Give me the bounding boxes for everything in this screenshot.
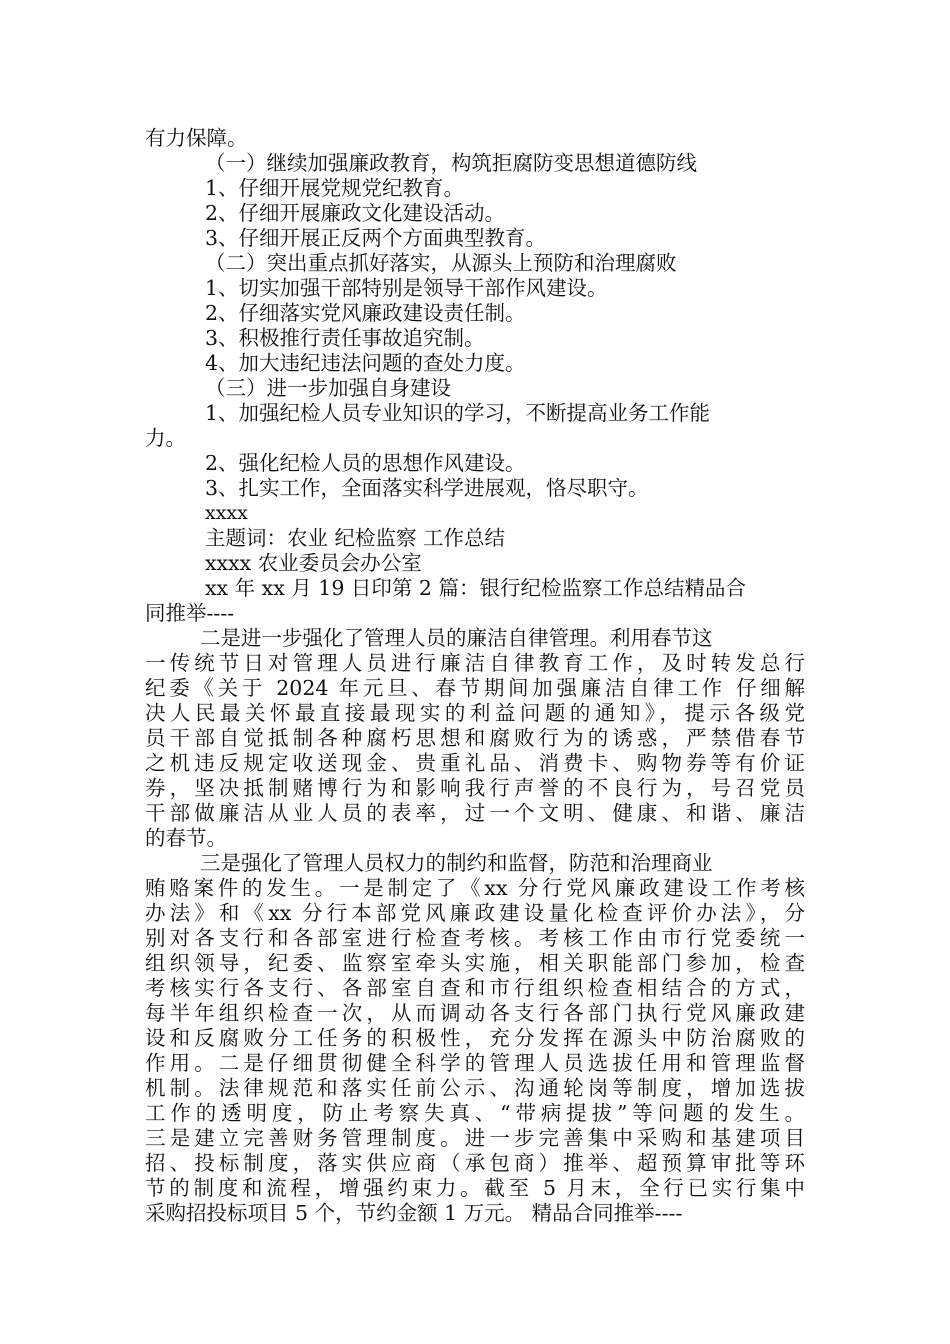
list-item: 2、仔细开展廉政文化建设活动。: [205, 201, 506, 225]
print-line: xx 年 xx 月 19 日印第 2 篇：银行纪检监察工作总结精品合: [205, 576, 746, 600]
list-item: 1、加强纪检人员专业知识的学习，不断提高业务工作能: [205, 401, 711, 425]
paragraph-line: 别对各支行和各部室进行检查考核。考核工作由市行党委统一: [145, 926, 805, 950]
keywords-line: 主题词：农业 纪检监察 工作总结: [205, 526, 506, 550]
paragraph-line: 纪委《关于 2024 年元旦、春节期间加强廉洁自律工作 仔细解: [145, 676, 805, 700]
list-item: 4、加大违纪违法问题的查处力度。: [205, 351, 526, 375]
list-item: 3、积极推行责任事故追究制。: [205, 326, 485, 350]
paragraph-line: 员干部自觉抵制各种腐朽思想和腐败行为的诱惑，严禁借春节: [145, 726, 805, 750]
print-line-continuation: 同推举----: [145, 601, 235, 625]
list-item: 2、强化纪检人员的思想作风建设。: [205, 451, 526, 475]
intro-line: 有力保障。: [145, 126, 248, 150]
list-item: 3、仔细开展正反两个方面典型教育。: [205, 226, 547, 250]
paragraph-line: 干部做廉洁从业人员的表率，过一个文明、健康、和谐、廉洁: [145, 801, 805, 825]
paragraph-line: 二是进一步强化了管理人员的廉洁自律管理。利用春节这: [200, 626, 713, 650]
paragraph-line: 决人民最关怀最直接最现实的利益问题的通知》，提示各级党: [145, 701, 805, 725]
paragraph-line: 券，坚决抵制赌博行为和影响我行声誉的不良行为，号召党员: [145, 776, 805, 800]
paragraph-line: 招、投标制度，落实供应商（承包商）推举、超预算审批等环: [145, 1151, 805, 1175]
list-item: 2、仔细落实党风廉政建设责任制。: [205, 301, 526, 325]
paragraph-line: 作用。二是仔细贯彻健全科学的管理人员选拔任用和管理监督: [145, 1051, 805, 1075]
office-line: xxxx 农业委员会办公室: [205, 551, 422, 575]
list-item: 1、仔细开展党规党纪教育。: [205, 176, 465, 200]
paragraph-line: 之机违反规定收送现金、贵重礼品、消费卡、购物券等有价证: [145, 751, 805, 775]
list-item: 3、扎实工作，全面落实科学进展观，恪尽职守。: [205, 476, 649, 500]
list-item: 1、切实加强干部特别是领导干部作风建设。: [205, 276, 608, 300]
paragraph-line: 每半年组织检查一次，从而调动各支行各部门执行党风廉政建: [145, 1001, 805, 1025]
list-item-continuation: 力。: [145, 426, 186, 450]
paragraph-line: 设和反腐败分工任务的积极性，充分发挥在源头中防治腐败的: [145, 1026, 805, 1050]
paragraph-line: 采购招投标项目 5 个，节约金额 1 万元。 精品合同推举----: [145, 1201, 683, 1225]
paragraph-line: 组织领导，纪委、监察室牵头实施，相关职能部门参加，检查: [145, 951, 805, 975]
section-heading-1: （一）继续加强廉政教育，构筑拒腐防变思想道德防线: [205, 151, 697, 175]
paragraph-line: 办法》和《xx 分行本部党风廉政建设量化检查评价办法》，分: [145, 901, 805, 925]
signature: xxxx: [205, 502, 248, 524]
paragraph-line: 贿赂案件的发生。一是制定了《xx 分行党风廉政建设工作考核: [145, 876, 805, 900]
paragraph-line: 三是建立完善财务管理制度。进一步完善集中采购和基建项目: [145, 1126, 805, 1150]
section-heading-2: （二）突出重点抓好落实，从源头上预防和治理腐败: [205, 251, 677, 275]
paragraph-line: 一传统节日对管理人员进行廉洁自律教育工作，及时转发总行: [145, 651, 805, 675]
paragraph-line: 三是强化了管理人员权力的制约和监督，防范和治理商业: [200, 851, 713, 875]
paragraph-line: 的春节。: [145, 826, 227, 850]
paragraph-line: 工作的透明度，防止考察失真、“带病提拔”等问题的发生。: [145, 1101, 805, 1125]
section-heading-3: （三）进一步加强自身建设: [205, 376, 451, 400]
paragraph-line: 考核实行各支行、各部室自查和市行组织检查相结合的方式，: [145, 976, 805, 1000]
paragraph-line: 节的制度和流程，增强约束力。截至 5 月末，全行已实行集中: [145, 1176, 805, 1200]
paragraph-line: 机制。法律规范和落实任前公示、沟通轮岗等制度，增加选拔: [145, 1076, 805, 1100]
